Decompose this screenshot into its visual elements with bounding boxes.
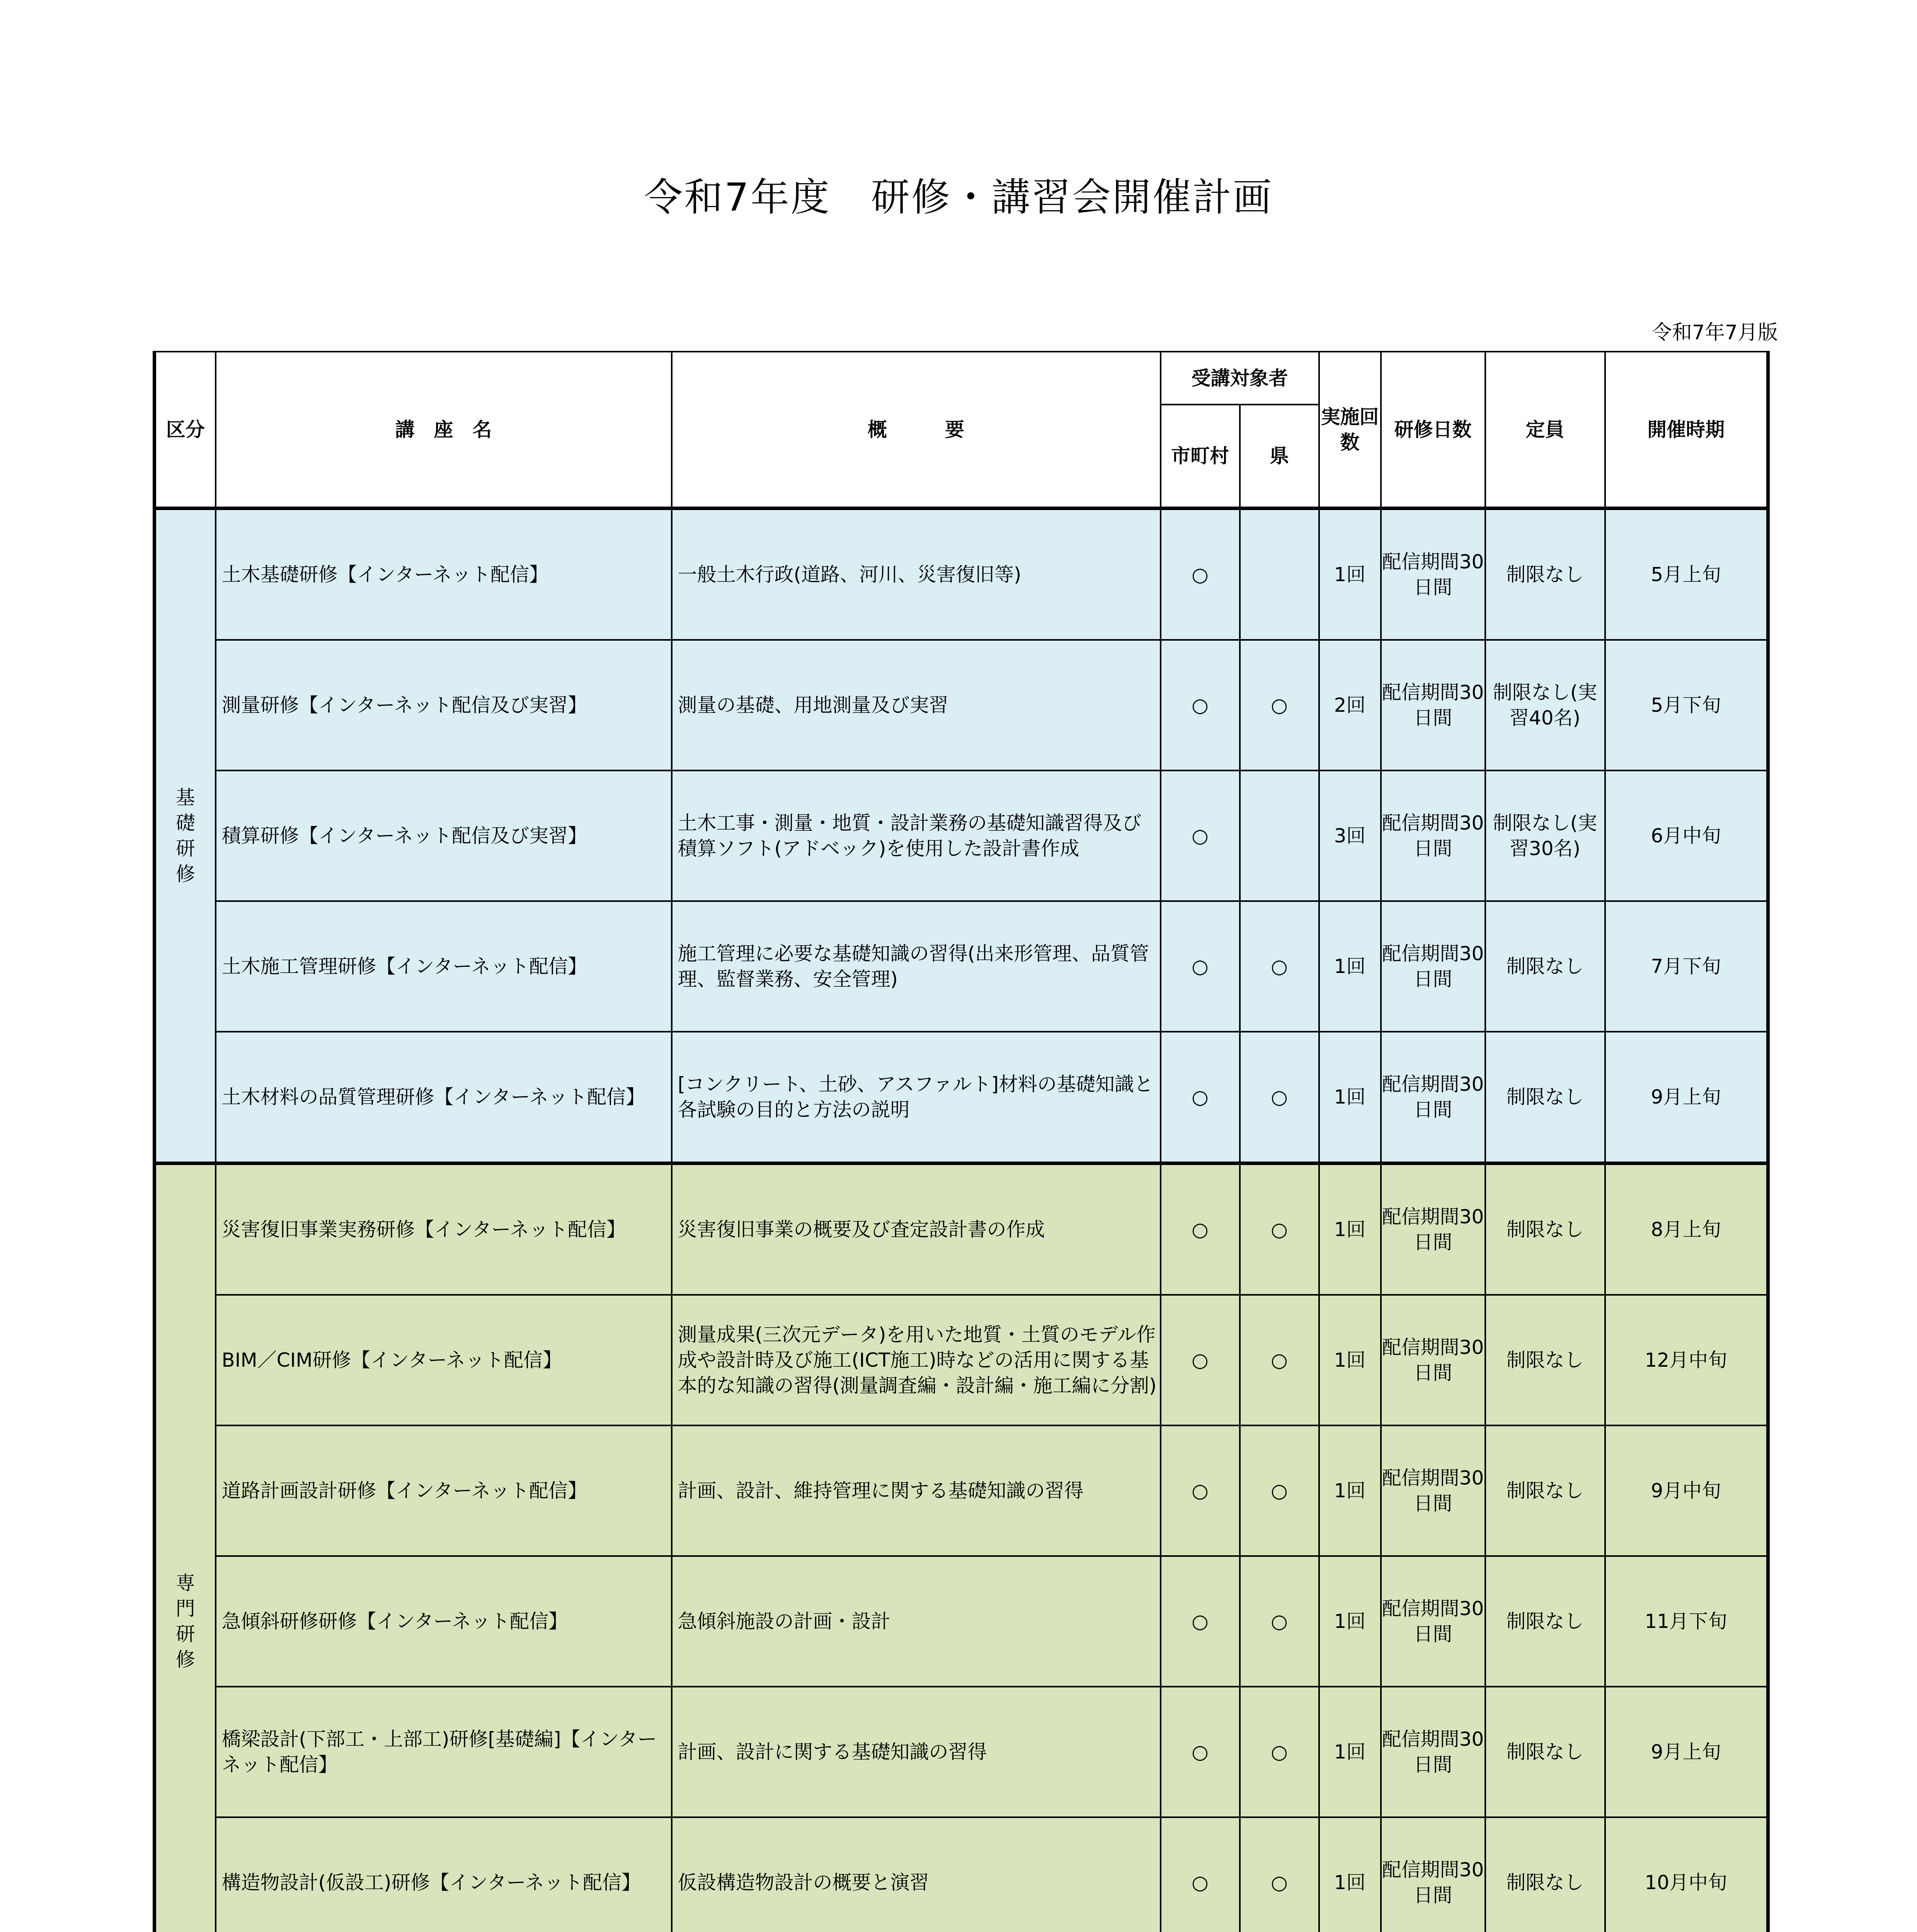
capacity-cell: 制限なし (1485, 1556, 1605, 1687)
course-name-cell: 積算研修【インターネット配信及び実習】 (216, 770, 672, 901)
period-cell: 9月中旬 (1605, 1425, 1768, 1556)
header-count: 実施回数 (1319, 352, 1381, 509)
period-cell: 6月中旬 (1605, 770, 1768, 901)
municipal-mark-cell: ○ (1161, 509, 1240, 640)
summary-cell: 一般土木行政(道路、河川、災害復旧等) (672, 509, 1161, 640)
count-cell: 3回 (1319, 770, 1381, 901)
municipal-mark-cell: ○ (1161, 1425, 1240, 1556)
municipal-mark-cell: ○ (1161, 1556, 1240, 1687)
summary-cell: 仮設構造物設計の概要と演習 (672, 1817, 1161, 1932)
summary-cell: 計画、設計、維持管理に関する基礎知識の習得 (672, 1425, 1161, 1556)
table-row (155, 1032, 1768, 1163)
summary-cell: 急傾斜施設の計画・設計 (672, 1556, 1161, 1687)
days-cell: 配信期間30日間 (1381, 1556, 1485, 1687)
summary-cell: 施工管理に必要な基礎知識の習得(出来形管理、品質管理、監督業務、安全管理) (672, 901, 1161, 1032)
summary-cell: [コンクリート、土砂、アスファルト]材料の基礎知識と各試験の目的と方法の説明 (672, 1032, 1161, 1163)
course-name-cell: 構造物設計(仮設工)研修【インターネット配信】 (216, 1817, 672, 1932)
count-cell: 1回 (1319, 1425, 1381, 1556)
prefecture-mark-cell: ○ (1240, 1817, 1319, 1932)
days-cell: 配信期間30日間 (1381, 1032, 1485, 1163)
days-cell: 配信期間30日間 (1381, 1163, 1485, 1295)
course-name-cell: 土木材料の品質管理研修【インターネット配信】 (216, 1032, 672, 1163)
category-label: 専門研修 (175, 1572, 195, 1671)
header-days: 研修日数 (1381, 352, 1485, 509)
municipal-mark-cell: ○ (1161, 1687, 1240, 1817)
count-cell: 1回 (1319, 1032, 1381, 1163)
page-title: 令和7年度 研修・講習会開催計画 (644, 175, 1273, 220)
prefecture-mark-cell: ○ (1240, 1687, 1319, 1817)
count-cell: 1回 (1319, 1556, 1381, 1687)
capacity-cell: 制限なし(実習30名) (1485, 770, 1605, 901)
prefecture-mark-cell: ○ (1240, 1425, 1319, 1556)
header-period: 開催時期 (1605, 352, 1768, 509)
course-name-cell: 道路計画設計研修【インターネット配信】 (216, 1425, 672, 1556)
prefecture-mark-cell: ○ (1240, 1032, 1319, 1163)
table-row (155, 1425, 1768, 1556)
table-row (155, 901, 1768, 1032)
days-cell: 配信期間30日間 (1381, 1295, 1485, 1425)
course-name-cell: 土木施工管理研修【インターネット配信】 (216, 901, 672, 1032)
count-cell: 2回 (1319, 640, 1381, 770)
days-cell: 配信期間30日間 (1381, 1817, 1485, 1932)
capacity-cell: 制限なし (1485, 1295, 1605, 1425)
municipal-mark-cell: ○ (1161, 1295, 1240, 1425)
municipal-mark-cell: ○ (1161, 770, 1240, 901)
prefecture-mark-cell: ○ (1240, 901, 1319, 1032)
period-cell: 11月下旬 (1605, 1556, 1768, 1687)
municipal-mark-cell: ○ (1161, 1032, 1240, 1163)
days-cell: 配信期間30日間 (1381, 1425, 1485, 1556)
capacity-cell: 制限なし (1485, 1425, 1605, 1556)
period-cell: 9月上旬 (1605, 1032, 1768, 1163)
capacity-cell: 制限なし (1485, 901, 1605, 1032)
table-row (155, 1817, 1768, 1932)
header-prefecture: 県 (1240, 405, 1319, 509)
table-row (155, 509, 1768, 640)
municipal-mark-cell: ○ (1161, 1163, 1240, 1295)
table-row (155, 1556, 1768, 1687)
prefecture-mark-cell: ○ (1240, 1163, 1319, 1295)
training-plan-table (153, 351, 1770, 1932)
capacity-cell: 制限なし (1485, 1032, 1605, 1163)
course-name-cell: BIM／CIM研修【インターネット配信】 (216, 1295, 672, 1425)
course-name-cell: 測量研修【インターネット配信及び実習】 (216, 640, 672, 770)
capacity-cell: 制限なし (1485, 1163, 1605, 1295)
days-cell: 配信期間30日間 (1381, 640, 1485, 770)
course-name-cell: 災害復旧事業実務研修【インターネット配信】 (216, 1163, 672, 1295)
header-category: 区分 (155, 352, 216, 509)
table-row (155, 770, 1768, 901)
period-cell: 8月上旬 (1605, 1163, 1768, 1295)
course-name-cell: 土木基礎研修【インターネット配信】 (216, 509, 672, 640)
period-cell: 5月下旬 (1605, 640, 1768, 770)
period-cell: 12月中旬 (1605, 1295, 1768, 1425)
count-cell: 1回 (1319, 1295, 1381, 1425)
category-label: 基礎研修 (175, 786, 195, 885)
capacity-cell: 制限なし (1485, 509, 1605, 640)
days-cell: 配信期間30日間 (1381, 770, 1485, 901)
prefecture-mark-cell: ○ (1240, 1295, 1319, 1425)
summary-cell: 計画、設計に関する基礎知識の習得 (672, 1687, 1161, 1817)
header-course-name: 講 座 名 (216, 352, 672, 509)
period-cell: 7月下旬 (1605, 901, 1768, 1032)
capacity-cell: 制限なし (1485, 1687, 1605, 1817)
period-cell: 9月上旬 (1605, 1687, 1768, 1817)
edition-label: 令和7年7月版 (1651, 321, 1778, 344)
summary-cell: 測量成果(三次元データ)を用いた地質・土質のモデル作成や設計時及び施工(ICT施工)時などの活用に関する基本的な知識の習得(測量調査編・設計編・施工編に分割) (672, 1295, 1161, 1425)
count-cell: 1回 (1319, 901, 1381, 1032)
count-cell: 1回 (1319, 1163, 1381, 1295)
header-municipal: 市町村 (1161, 405, 1240, 509)
prefecture-mark-cell: ○ (1240, 640, 1319, 770)
table-row (155, 640, 1768, 770)
header-summary: 概 要 (672, 352, 1161, 509)
municipal-mark-cell: ○ (1161, 640, 1240, 770)
capacity-cell: 制限なし (1485, 1817, 1605, 1932)
header-capacity: 定員 (1485, 352, 1605, 509)
table-row (155, 1295, 1768, 1425)
summary-cell: 測量の基礎、用地測量及び実習 (672, 640, 1161, 770)
days-cell: 配信期間30日間 (1381, 509, 1485, 640)
count-cell: 1回 (1319, 1687, 1381, 1817)
course-name-cell: 急傾斜研修研修【インターネット配信】 (216, 1556, 672, 1687)
category-cell-kiso (155, 509, 216, 1163)
period-cell: 5月上旬 (1605, 509, 1768, 640)
prefecture-mark-cell: ○ (1240, 1556, 1319, 1687)
header-target: 受講対象者 (1161, 352, 1319, 405)
period-cell: 10月中旬 (1605, 1817, 1768, 1932)
municipal-mark-cell: ○ (1161, 901, 1240, 1032)
capacity-cell: 制限なし(実習40名) (1485, 640, 1605, 770)
days-cell: 配信期間30日間 (1381, 901, 1485, 1032)
course-name-cell: 橋梁設計(下部工・上部工)研修[基礎編]【インターネット配信】 (216, 1687, 672, 1817)
table-row (155, 1163, 1768, 1295)
prefecture-mark-cell (1240, 770, 1319, 901)
summary-cell: 災害復旧事業の概要及び査定設計書の作成 (672, 1163, 1161, 1295)
prefecture-mark-cell (1240, 509, 1319, 640)
days-cell: 配信期間30日間 (1381, 1687, 1485, 1817)
table-row (155, 1687, 1768, 1817)
count-cell: 1回 (1319, 509, 1381, 640)
summary-cell: 土木工事・測量・地質・設計業務の基礎知識習得及び積算ソフト(アドベック)を使用した設計書作成 (672, 770, 1161, 901)
category-cell-senmon (155, 1163, 216, 1932)
municipal-mark-cell: ○ (1161, 1817, 1240, 1932)
count-cell: 1回 (1319, 1817, 1381, 1932)
